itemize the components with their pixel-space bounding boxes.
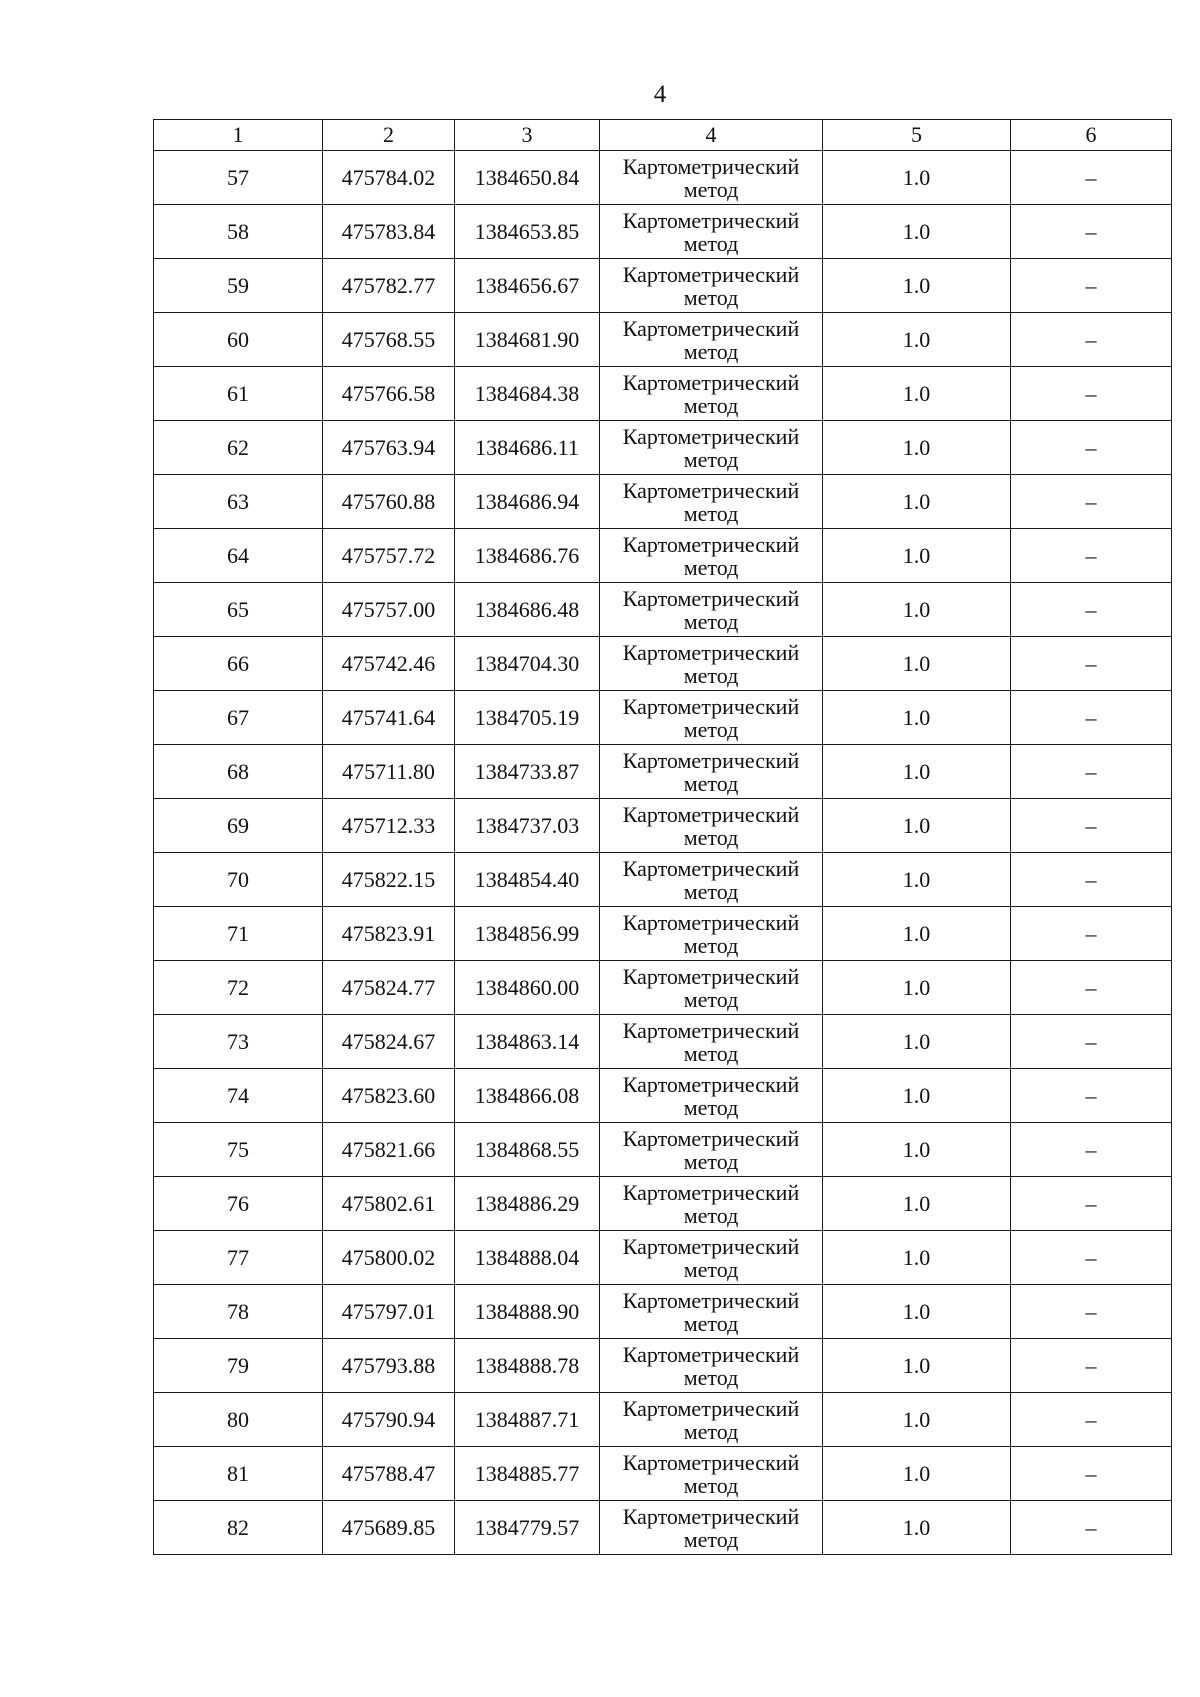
y-coordinate-cell: 1384686.48 [455,583,600,637]
y-coordinate-cell: 1384686.76 [455,529,600,583]
note-cell: – [1011,691,1172,745]
y-coordinate-cell: 1384888.78 [455,1339,600,1393]
method-cell: Картометрический метод [600,1015,823,1069]
y-coordinate-cell: 1384656.67 [455,259,600,313]
y-coordinate-cell: 1384856.99 [455,907,600,961]
accuracy-cell: 1.0 [823,1231,1011,1285]
note-cell: – [1011,1285,1172,1339]
x-coordinate-cell: 475824.67 [323,1015,455,1069]
point-number-cell: 69 [154,799,323,853]
point-number-cell: 59 [154,259,323,313]
accuracy-cell: 1.0 [823,367,1011,421]
table-row [154,475,1172,529]
x-coordinate-cell: 475757.72 [323,529,455,583]
method-cell: Картометрический метод [600,1447,823,1501]
accuracy-cell: 1.0 [823,907,1011,961]
method-cell: Картометрический метод [600,151,823,205]
accuracy-cell: 1.0 [823,1501,1011,1555]
table-row [154,1177,1172,1231]
column-header-1: 1 [154,120,323,151]
column-header-3: 3 [455,120,600,151]
note-cell: – [1011,1177,1172,1231]
x-coordinate-cell: 475823.91 [323,907,455,961]
point-number-cell: 58 [154,205,323,259]
table-row [154,1123,1172,1177]
accuracy-cell: 1.0 [823,313,1011,367]
x-coordinate-cell: 475790.94 [323,1393,455,1447]
note-cell: – [1011,1015,1172,1069]
accuracy-cell: 1.0 [823,1285,1011,1339]
table-row [154,1393,1172,1447]
y-coordinate-cell: 1384686.11 [455,421,600,475]
accuracy-cell: 1.0 [823,691,1011,745]
y-coordinate-cell: 1384705.19 [455,691,600,745]
x-coordinate-cell: 475757.00 [323,583,455,637]
point-number-cell: 65 [154,583,323,637]
table-header-row [154,120,1172,151]
point-number-cell: 76 [154,1177,323,1231]
method-cell: Картометрический метод [600,907,823,961]
table-row [154,907,1172,961]
y-coordinate-cell: 1384863.14 [455,1015,600,1069]
table-row [154,421,1172,475]
y-coordinate-cell: 1384860.00 [455,961,600,1015]
x-coordinate-cell: 475782.77 [323,259,455,313]
accuracy-cell: 1.0 [823,1177,1011,1231]
note-cell: – [1011,853,1172,907]
x-coordinate-cell: 475689.85 [323,1501,455,1555]
method-cell: Картометрический метод [600,1501,823,1555]
note-cell: – [1011,961,1172,1015]
accuracy-cell: 1.0 [823,583,1011,637]
note-cell: – [1011,1231,1172,1285]
note-cell: – [1011,799,1172,853]
page-number: 4 [653,81,667,108]
table-row [154,529,1172,583]
x-coordinate-cell: 475800.02 [323,1231,455,1285]
x-coordinate-cell: 475711.80 [323,745,455,799]
column-header-4: 4 [600,120,823,151]
table-row [154,205,1172,259]
note-cell: – [1011,1069,1172,1123]
note-cell: – [1011,421,1172,475]
method-cell: Картометрический метод [600,583,823,637]
column-header-5: 5 [823,120,1011,151]
point-number-cell: 68 [154,745,323,799]
y-coordinate-cell: 1384737.03 [455,799,600,853]
x-coordinate-cell: 475793.88 [323,1339,455,1393]
point-number-cell: 66 [154,637,323,691]
y-coordinate-cell: 1384779.57 [455,1501,600,1555]
coordinates-table-container [153,119,1171,1555]
note-cell: – [1011,367,1172,421]
x-coordinate-cell: 475823.60 [323,1069,455,1123]
table-body [154,120,1172,1555]
x-coordinate-cell: 475802.61 [323,1177,455,1231]
accuracy-cell: 1.0 [823,1393,1011,1447]
method-cell: Картометрический метод [600,1231,823,1285]
point-number-cell: 79 [154,1339,323,1393]
x-coordinate-cell: 475797.01 [323,1285,455,1339]
y-coordinate-cell: 1384684.38 [455,367,600,421]
note-cell: – [1011,1393,1172,1447]
y-coordinate-cell: 1384888.04 [455,1231,600,1285]
accuracy-cell: 1.0 [823,1069,1011,1123]
method-cell: Картометрический метод [600,1069,823,1123]
table-row [154,313,1172,367]
note-cell: – [1011,313,1172,367]
table-row [154,1015,1172,1069]
note-cell: – [1011,1447,1172,1501]
table-row [154,1231,1172,1285]
table-row [154,637,1172,691]
note-cell: – [1011,529,1172,583]
note-cell: – [1011,205,1172,259]
accuracy-cell: 1.0 [823,205,1011,259]
y-coordinate-cell: 1384866.08 [455,1069,600,1123]
point-number-cell: 73 [154,1015,323,1069]
y-coordinate-cell: 1384886.29 [455,1177,600,1231]
table-row [154,961,1172,1015]
point-number-cell: 81 [154,1447,323,1501]
x-coordinate-cell: 475783.84 [323,205,455,259]
accuracy-cell: 1.0 [823,799,1011,853]
table-row [154,745,1172,799]
note-cell: – [1011,151,1172,205]
y-coordinate-cell: 1384887.71 [455,1393,600,1447]
note-cell: – [1011,583,1172,637]
accuracy-cell: 1.0 [823,529,1011,583]
method-cell: Картометрический метод [600,1393,823,1447]
method-cell: Картометрический метод [600,475,823,529]
table-row [154,583,1172,637]
method-cell: Картометрический метод [600,1285,823,1339]
point-number-cell: 74 [154,1069,323,1123]
x-coordinate-cell: 475784.02 [323,151,455,205]
point-number-cell: 70 [154,853,323,907]
y-coordinate-cell: 1384686.94 [455,475,600,529]
column-header-2: 2 [323,120,455,151]
point-number-cell: 60 [154,313,323,367]
point-number-cell: 72 [154,961,323,1015]
column-header-6: 6 [1011,120,1172,151]
method-cell: Картометрический метод [600,1123,823,1177]
method-cell: Картометрический метод [600,1177,823,1231]
y-coordinate-cell: 1384653.85 [455,205,600,259]
method-cell: Картометрический метод [600,421,823,475]
x-coordinate-cell: 475763.94 [323,421,455,475]
point-number-cell: 80 [154,1393,323,1447]
method-cell: Картометрический метод [600,691,823,745]
table-row [154,1069,1172,1123]
x-coordinate-cell: 475824.77 [323,961,455,1015]
note-cell: – [1011,745,1172,799]
method-cell: Картометрический метод [600,853,823,907]
table-row [154,691,1172,745]
point-number-cell: 61 [154,367,323,421]
accuracy-cell: 1.0 [823,1123,1011,1177]
method-cell: Картометрический метод [600,961,823,1015]
point-number-cell: 78 [154,1285,323,1339]
accuracy-cell: 1.0 [823,259,1011,313]
note-cell: – [1011,475,1172,529]
x-coordinate-cell: 475788.47 [323,1447,455,1501]
note-cell: – [1011,1123,1172,1177]
x-coordinate-cell: 475712.33 [323,799,455,853]
accuracy-cell: 1.0 [823,637,1011,691]
method-cell: Картометрический метод [600,1339,823,1393]
note-cell: – [1011,1501,1172,1555]
note-cell: – [1011,259,1172,313]
point-number-cell: 67 [154,691,323,745]
accuracy-cell: 1.0 [823,421,1011,475]
method-cell: Картометрический метод [600,313,823,367]
point-number-cell: 75 [154,1123,323,1177]
accuracy-cell: 1.0 [823,475,1011,529]
point-number-cell: 64 [154,529,323,583]
coordinates-table [153,119,1172,1555]
method-cell: Картометрический метод [600,799,823,853]
accuracy-cell: 1.0 [823,961,1011,1015]
y-coordinate-cell: 1384704.30 [455,637,600,691]
y-coordinate-cell: 1384888.90 [455,1285,600,1339]
x-coordinate-cell: 475766.58 [323,367,455,421]
x-coordinate-cell: 475760.88 [323,475,455,529]
y-coordinate-cell: 1384650.84 [455,151,600,205]
y-coordinate-cell: 1384681.90 [455,313,600,367]
method-cell: Картометрический метод [600,367,823,421]
point-number-cell: 57 [154,151,323,205]
x-coordinate-cell: 475822.15 [323,853,455,907]
table-row [154,1447,1172,1501]
accuracy-cell: 1.0 [823,151,1011,205]
accuracy-cell: 1.0 [823,1015,1011,1069]
x-coordinate-cell: 475821.66 [323,1123,455,1177]
note-cell: – [1011,907,1172,961]
accuracy-cell: 1.0 [823,853,1011,907]
y-coordinate-cell: 1384885.77 [455,1447,600,1501]
table-row [154,151,1172,205]
note-cell: – [1011,1339,1172,1393]
method-cell: Картометрический метод [600,637,823,691]
point-number-cell: 77 [154,1231,323,1285]
y-coordinate-cell: 1384868.55 [455,1123,600,1177]
table-row [154,259,1172,313]
accuracy-cell: 1.0 [823,1447,1011,1501]
x-coordinate-cell: 475742.46 [323,637,455,691]
note-cell: – [1011,637,1172,691]
y-coordinate-cell: 1384854.40 [455,853,600,907]
method-cell: Картометрический метод [600,529,823,583]
table-row [154,1339,1172,1393]
table-row [154,853,1172,907]
table-row [154,799,1172,853]
point-number-cell: 62 [154,421,323,475]
table-row [154,367,1172,421]
table-row [154,1285,1172,1339]
x-coordinate-cell: 475741.64 [323,691,455,745]
accuracy-cell: 1.0 [823,1339,1011,1393]
method-cell: Картометрический метод [600,259,823,313]
method-cell: Картометрический метод [600,745,823,799]
point-number-cell: 82 [154,1501,323,1555]
y-coordinate-cell: 1384733.87 [455,745,600,799]
point-number-cell: 63 [154,475,323,529]
point-number-cell: 71 [154,907,323,961]
table-row [154,1501,1172,1555]
method-cell: Картометрический метод [600,205,823,259]
accuracy-cell: 1.0 [823,745,1011,799]
x-coordinate-cell: 475768.55 [323,313,455,367]
